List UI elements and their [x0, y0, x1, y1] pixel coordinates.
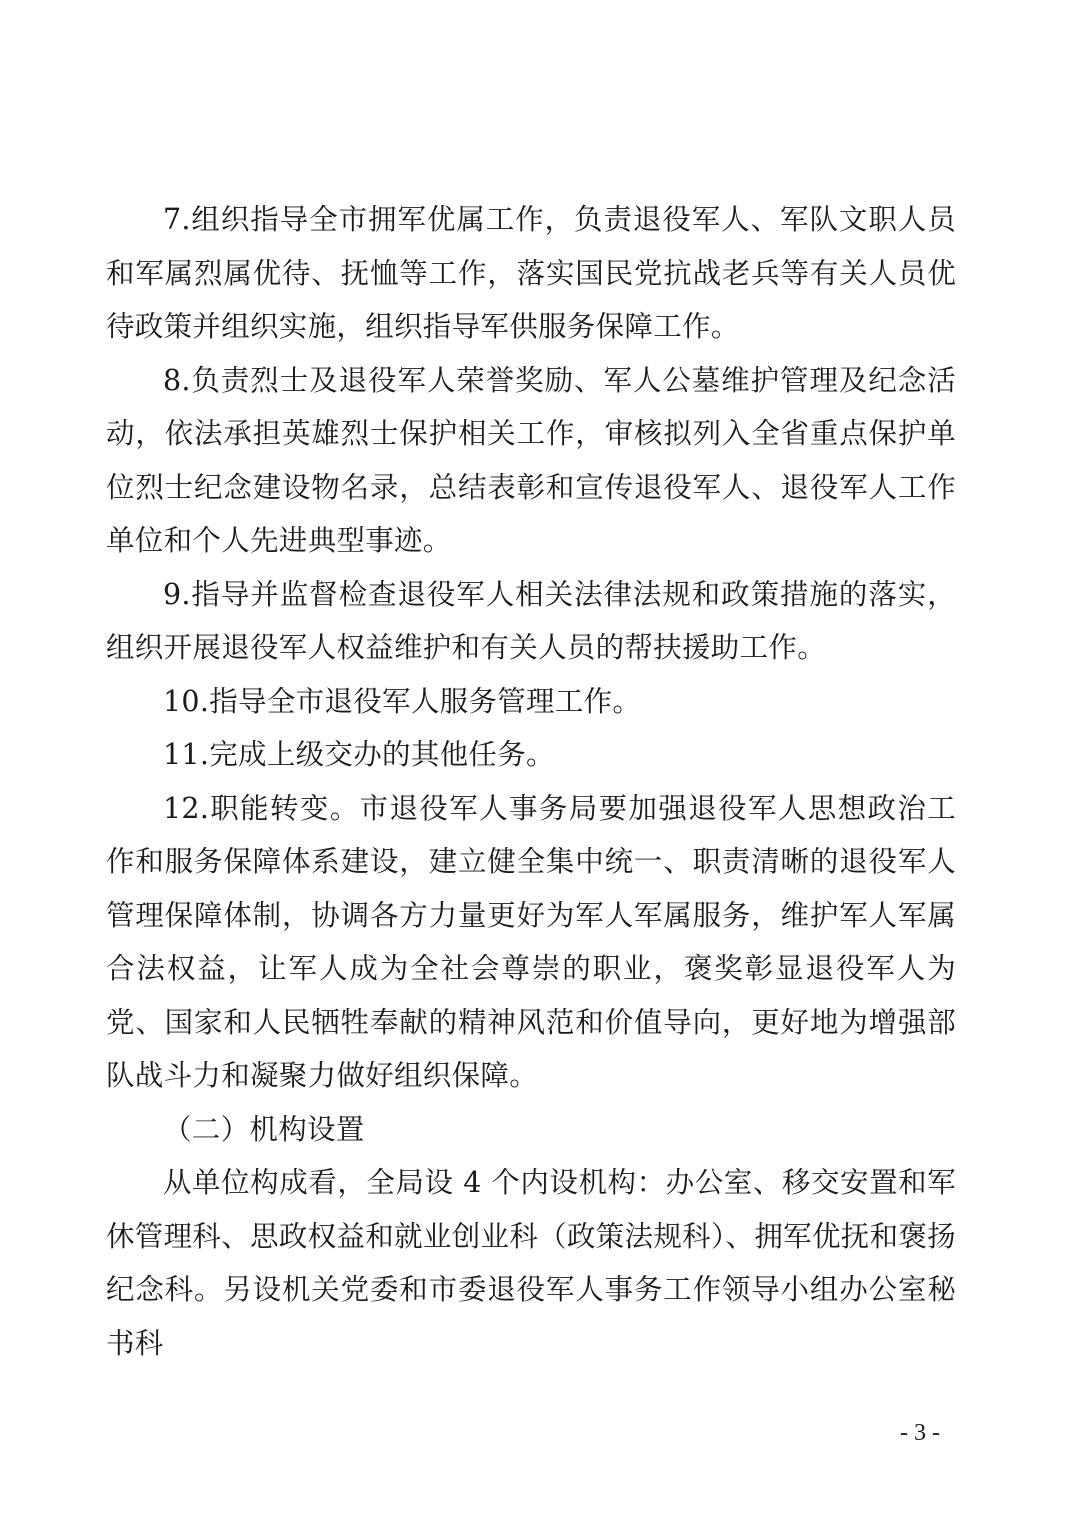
- paragraph-item-7: 7.组织指导全市拥军优属工作，负责退役军人、军队文职人员和军属烈属优待、抚恤等工作，落实国民党抗战老兵等有关人员优待政策并组织实施，组织指导军供服务保障工作。: [106, 203, 956, 343]
- paragraph-item-11: 11.完成上级交办的其他任务。: [163, 738, 555, 771]
- paragraph-item-10: 10.指导全市退役军人服务管理工作。: [163, 684, 642, 718]
- paragraph-item-8: 8.负责烈士及退役军人荣誉奖励、军人公墓维护管理及纪念活动，依法承担英雄烈士保护相关工作，审核拟列入全省重点保护单位烈士纪念建设物名录，总结表彰和宣传退役军人、退役军人工作单位和个人先进典型事迹。: [106, 363, 956, 557]
- paragraph-item-12: 12.职能转变。市退役军人事务局要加强退役军人思想政治工作和服务保障体系建设，建立健全集中统一、职责清晰的退役军人管理保障体制，协调各方力量更好为军人军属服务，维护军人军属合法权益，让军人成为全社会尊崇的职业，褒奖彰显退役军人为党、国家和人民牺牲奉献的精神风范和价值导向，更好地为增强部队战斗力和凝聚力做好组织保障。: [106, 791, 956, 1092]
- section-heading: （二）机构设置: [163, 1112, 365, 1146]
- page-number: - 3 -: [900, 1420, 940, 1446]
- paragraph-org-structure: 从单位构成看，全局设 4 个内设机构：办公室、移交安置和军休管理科、思政权益和就业创业科（政策法规科）、拥军优抚和褒扬纪念科。另设机关党委和市委退役军人事务工作领导小组办公室秘书科: [106, 1166, 956, 1360]
- document-body: [106, 193, 956, 1370]
- paragraph-item-9: 9.指导并监督检查退役军人相关法律法规和政策措施的落实，组织开展退役军人权益维护和有关人员的帮扶援助工作。: [106, 577, 956, 664]
